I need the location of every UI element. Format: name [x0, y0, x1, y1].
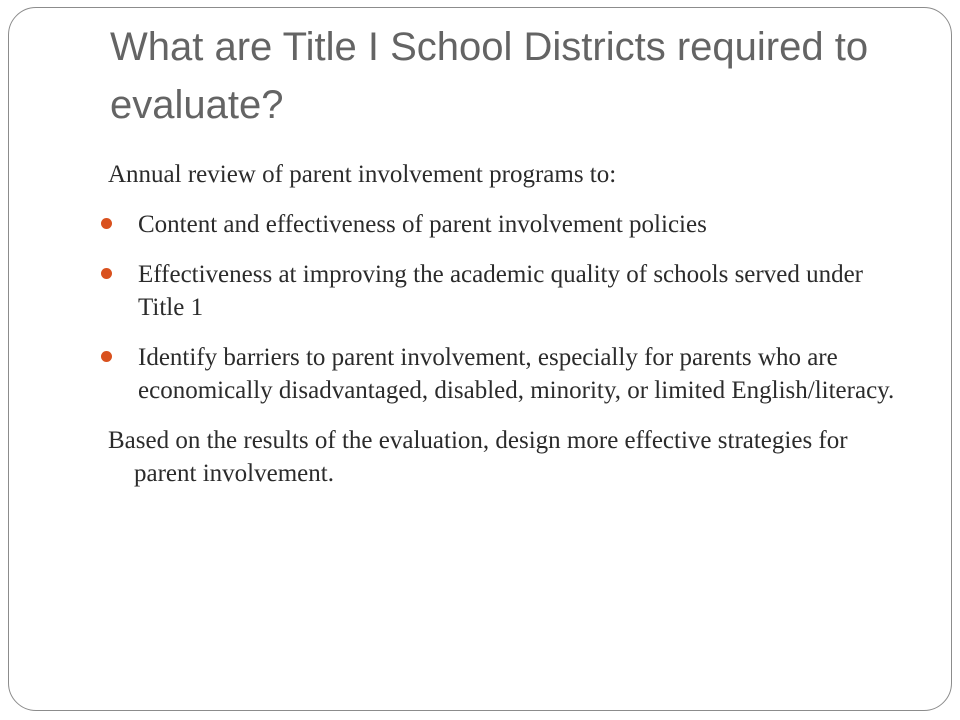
closing-text: Based on the results of the evaluation, design more effective strategies for parent involvement. [108, 427, 848, 487]
bullet-text: Identify barriers to parent involvement, especially for parents who are economically disadvantaged, disabled, minority, or limited English/literacy. [138, 344, 895, 404]
bullet-icon [101, 268, 112, 279]
bullet-icon [101, 351, 112, 362]
list-item [108, 341, 908, 407]
slide-title: What are Title I School Districts required to evaluate? [110, 25, 869, 127]
intro-text: Annual review of parent involvement programs to: [108, 161, 617, 188]
bullet-text: Content and effectiveness of parent involvement policies [138, 211, 707, 238]
slide-body [108, 158, 908, 507]
list-item [108, 258, 908, 324]
bullet-text: Effectiveness at improving the academic quality of schools served under Title 1 [138, 261, 863, 321]
bullet-icon [101, 218, 112, 229]
list-item [108, 208, 908, 241]
